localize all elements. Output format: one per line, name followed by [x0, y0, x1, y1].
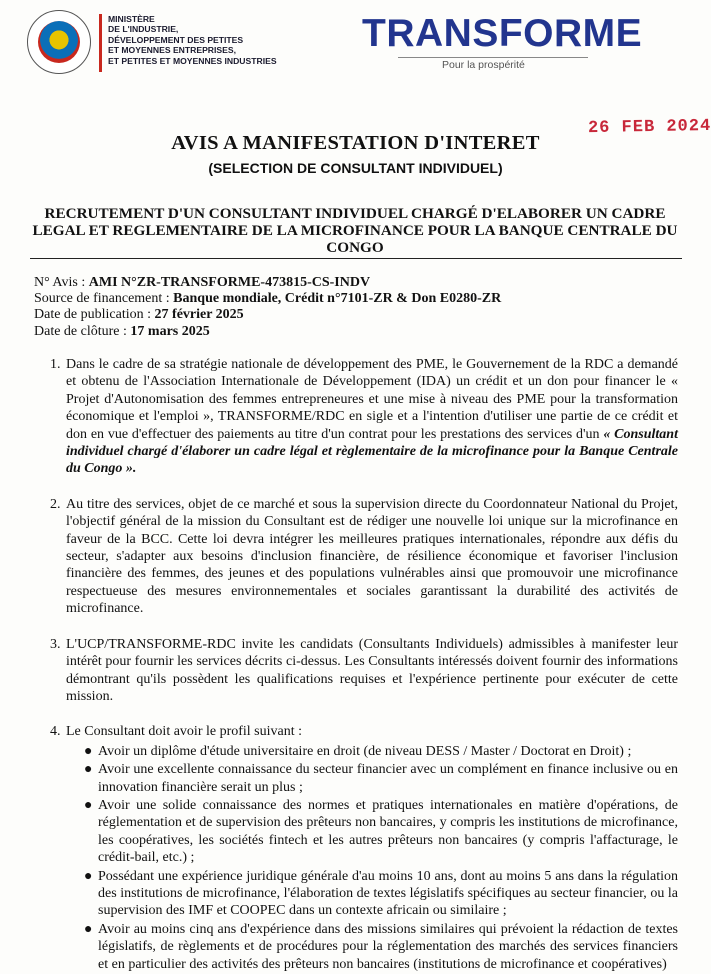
- ministry-line: MINISTÈRE: [108, 14, 155, 24]
- paragraph-4: 4. Le Consultant doit avoir le profil suivant : ● Avoir un diplôme d'étude universitaire en droit (de niveau DESS / Master / Doctorat en Droit) ; ● Avoir une excellente connaissance du secteur financier avec un complément en finance inclusive ou en innovation financière serait un plus ; ● Avoir une solide connaissance des normes et pratiques internationales en matière d'opérations, de réglementation et de supervision des prêteurs non bancaires, y compris les institutions de microfinance, les coopératives, les sociétés fintech et les autres prêteurs non bancaires (y compris l'affacturage, le crédit-bail, etc.) ; ● Possédant une expérience juridique générale d'au moins 10 ans, dont au moins 5 ans dans la régulation des institutions de microfinance, l'élaboration de textes législatifs spécifiques au secteur financier, ou la supervision des IMF et COOPEC dans un contexte africain ou similaire ; ● Avoir au moins cinq ans d'expérience dans des missions similaires qui prévoient la rédaction de textes législatifs, de règlements et de procédures pour la réglementation des marchés des services financiers et en particulier des activités des prêteurs non bancaires (institutions de microfinance et coopératives): [64, 723, 678, 973]
- transforme-logo: [362, 12, 662, 72]
- brand-wordmark: TRANSFORME: [362, 12, 643, 55]
- page-subtitle: (SELECTION DE CONSULTANT INDIVIDUEL): [208, 160, 503, 176]
- heading-rule: [30, 258, 682, 259]
- paragraph-2: 2. Au titre des services, objet de ce marché et sous la supervision directe du Coordonnateur National du Projet, l'objectif général de la mission du Consultant est de rédiger une nouvelle loi unique sur la microfinance en faveur de la BCC. Cette loi devra intégrer les meilleures pratiques internationales, répondre aux défis du secteur, s'adapter aux besoins d'inclusion financière, de résilience économique et favoriser l'inclusion financière des femmes, des jeunes et des populations vulnérables ainsi que promouvoir une microfinance respectueuse des mesures environnementales et sociales garantissant la durabilité des activités de microfinance.: [64, 496, 678, 618]
- bullet-icon: ●: [84, 868, 93, 884]
- list-item: ● Possédant une expérience juridique générale d'au moins 10 ans, dont au moins 5 ans dans la régulation des institutions de microfinance, l'élaboration de textes législatifs spécifiques au secteur financier, ou la supervision des IMF et COOPEC dans un contexte africain ou similaire ;: [84, 868, 678, 919]
- bullet-icon: ●: [84, 797, 93, 813]
- list-item: ● Avoir une solide connaissance des normes et pratiques internationales en matière d'opérations, de réglementation et de supervision des prêteurs non bancaires, y compris les institutions de microfinance, les coopératives, les sociétés fintech et les autres prêteurs non bancaires (y compris l'affacturage, le crédit-bail, etc.) ;: [84, 797, 678, 866]
- bullet-icon: ●: [84, 762, 93, 778]
- bullet-icon: ●: [84, 743, 93, 759]
- paragraph-1: 1. Dans le cadre de sa stratégie nationale de développement des PME, le Gouvernement de la RDC a demandé et obtenu de l'Association Internationale de Développement (IDA) un crédit et un don pour financer le « Projet d'Autonomisation des femmes entrepreneures et une mise à niveau des PME pour la transformation économique et l'emploi », TRANSFORME/RDC en sigle et a l'intention d'utiliser une partie de ce crédit et don en vue d'effectuer des paiements au titre d'un contrat pour les prestations des services d'un « Consultant individuel chargé d'élaborer un cadre légal et règlementaire de la microfinance pour la Banque Centrale du Congo ».: [64, 356, 678, 478]
- profile-requirements-list: [66, 743, 678, 973]
- brand-tagline: Pour la prospérité: [398, 57, 588, 71]
- header-divider: [99, 14, 102, 72]
- publication-date-line: Date de publication : 27 février 2025: [34, 307, 244, 323]
- ministry-name: [108, 14, 308, 66]
- ministry-line: DÉVELOPPEMENT DES PETITES: [108, 34, 244, 45]
- ministry-line: ET PETITES ET MOYENNES INDUSTRIES: [108, 55, 277, 66]
- notice-meta: [34, 275, 674, 340]
- paragraph-3: 3. L'UCP/TRANSFORME-RDC invite les candidats (Consultants Individuels) admissibles à manifester leur intérêt pour fournir les services décrits ci-dessus. Les Consultants intéressés doivent fournir des informations démontrant qu'ils possèdent les qualifications requises et l'expérience pertinente pour exécuter de cette mission.: [64, 636, 678, 706]
- ministry-line: ET MOYENNES ENTREPRISES,: [108, 45, 236, 56]
- list-item: ● Avoir un diplôme d'étude universitaire en droit (de niveau DESS / Master / Doctorat en Droit) ;: [84, 743, 632, 759]
- list-item: ● Avoir une excellente connaissance du secteur financier avec un complément en finance inclusive ou en innovation financière serait un plus ;: [84, 762, 678, 795]
- recruitment-heading: RECRUTEMENT D'UN CONSULTANT INDIVIDUEL CHARGÉ D'ELABORER UN CADRE LEGAL ET REGLEMENTAIRE DE LA MICROFINANCE POUR LA BANQUE CENTRALE DU CONGO: [32, 205, 678, 256]
- ministry-line: DE L'INDUSTRIE,: [108, 24, 179, 35]
- date-stamp: 26 FEB 2024: [587, 116, 711, 139]
- funding-line: Source de financement : Banque mondiale, Crédit n°7101-ZR & Don E0280-ZR: [34, 291, 502, 307]
- avis-line: N° Avis : AMI N°ZR-TRANSFORME-473815-CS-INDV: [34, 275, 371, 290]
- closing-date-line: Date de clôture : 17 mars 2025: [34, 323, 210, 339]
- notice-body: [34, 356, 678, 974]
- page-title: AVIS A MANIFESTATION D'INTERET: [171, 132, 540, 154]
- seal-emblem-icon: [38, 21, 80, 63]
- list-item: ● Avoir au moins cinq ans d'expérience dans des missions similaires qui prévoient la rédaction de textes législatifs, de règlements et de procédures pour la réglementation des marchés des services financiers et en particulier des activités des prêteurs non bancaires (institutions de microfinance et coopératives): [84, 921, 678, 972]
- bullet-icon: ●: [84, 921, 93, 937]
- government-seal: [27, 10, 91, 74]
